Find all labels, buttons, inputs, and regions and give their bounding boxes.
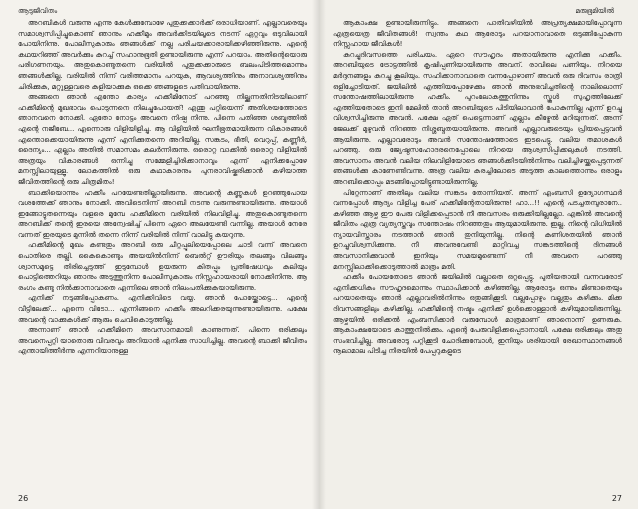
left-page-number: 26: [18, 494, 29, 503]
right-paragraph: ഹക്കീം പോയതോടെ ഞാൻ ജയിലിൽ വല്ലാതെ ഒറ്റപ്പെട്ടു. പുതിയതായി വന്നവരോട് എനിക്കധികം സൗഹൃദമൊന്നും സ്ഥാപിക്കാൻ കഴിഞ്ഞില്ല. ആരോടും ഒന്നും മിണ്ടാതെയും പറയാതെയും ഞാൻ എല്ലാവരിൽനിന്നും ഒതുങ്ങിക്കൂടി. വല്ലപ്പോഴും വല്ലതും കഴിക്കും. മിക്ക ദിവസങ്ങളിലും കഴിക്കില്ല. ഹക്കീമിന്റെ നഷ്ടം എനിക്ക് ഉൾക്കൊള്ളാൻ കഴിയുമായിരുന്നില്ല. ആഴ്ചയിൽ ഒരിക്കൽ എംബസിക്കാർ വരുമ്പോൾ മാത്രമാണ് ഞാനൊന്ന് ഉണരുക. ആകാംക്ഷയോടെ കാത്തുനിൽക്കും. എന്റെ പേരുവിളിക്കപ്പെടാനായി. പക്ഷേ ഒരിക്കലും അതു സംഭവിച്ചില്ല. അവരോടു പറ്റിക്കൂടി ചോദിക്കുമ്പോൾ, ഇനിയും ശരിയായി രേഖാസ്ഥാനങ്ങൾ നൂലാമാല പിടിച്ച നിരയിൽ പേപ്പറുകളുടെ: [333, 272, 622, 356]
right-paragraph: പിറ്റേന്നാണ് അതിലും വലിയ സങ്കടം തോന്നിയത്. അന്ന് എംബസി ഉദ്യോഗസ്ഥർ വന്നപ്പോൾ ആദ്യം വിളിച്ച പേര് ഹക്കീമിന്റേതായിരുന്നു! ഹാ...!! എന്റെ പടച്ചതമ്പുരാനേ.. കഴിഞ്ഞ ആഴ്ച ഈ പേരു വിളിക്കപ്പെടാൻ നീ അവസരം ഒരുക്കിയില്ലല്ലോ. എങ്കിൽ അവന്റെ ജീവിതം എത്ര വ്യത്യസ്തവും സന്തോഷം നിറഞ്ഞതും ആയുമായിരുന്നു. ഇല്ല. നിന്റെ വിധിയിൽ ന്യായവിസ്താരം നടത്താൻ ഞാൻ തുനിയുന്നില്ല. നിന്റെ കണിശതയിൽ ഞാൻ ഉറച്ചുവിശ്വസിക്കുന്നു. നീ അവനുവേണ്ടി മാറ്റിവച്ച സങ്കടത്തിന്റെ ദിനങ്ങൾ അവസാനിക്കുവാൻ ഇനിയും സമയമുണ്ടെന്ന് നീ അവനെ പറഞ്ഞു മനസ്സിലാക്കിക്കൊടുത്താൽ മാത്രം മതി.: [333, 187, 622, 271]
right-paragraph: കുറച്ചുദിവസത്തെ പരിചയം. ഏറെ സൗഹൃദം അതായിരുന്നു എനിക്കു ഹക്കീം. അറബിയുടെ ട്രോട്ടത്തിൽ കൃഷിപ്പണിയായിരുന്നു അവന്. രാവിലെ പണിയും. നിറയെ മർദ്ദനങ്ങളും കുറച്ചു കൂലിയും. സഹിക്കാനാവാതെ വന്നപ്പോഴാണ് അവൻ ഒരു ദിവസം രാത്രി ഒളിച്ചോടിയത്. ജയിലിൽ എത്തിയപ്പോഴേക്കും ഞാൻ അനുഭവിച്ചതിന്റെ നാലിലൊന്ന് സന്തോഷത്തിലായിരുന്നു ഹക്കീം. പുറംലോകത്തുനിന്നും സ്കൂൾ സുഹൃത്തിലേക്ക് എത്തിയതോടെ ഇനി മേലിൽ താൻ അറബിയുടെ പിടിയിലാവാൻ പോകുന്നില്ല എന്ന് ഉറച്ചു വിശ്വസിച്ചിരുന്നു അവൻ. പക്ഷേ ഏത് പെട്ടെന്നാണ് എല്ലാം കീഴ്മേൽ മറിയുന്നത്. അന്ന് ജേലക്ക് മുഴുവൻ നിറഞ്ഞ നിശ്ശബ്ദതയായിരുന്നു. അവൻ എല്ലാവരുടെയും പ്രിയപ്പെട്ടവൻ ആയിരുന്നു. എല്ലാവരോടും അവൻ സന്തോഷത്തോടെ ഇടപെട്ടു. വലിയ തമാശകൾ പറഞ്ഞു. ഒരു ജ്യേഷ്ഠസഹോദരനെപ്പോലെ നിറയെ ആശ്വസിപ്പിക്കലുകൾ നടത്തി. അവസാനം അവൻ വലിയ നിലവിളിയോടെ ഞങ്ങൾക്കിടയിൽനിന്നും വലിച്ചിഴയ്ക്കപ്പെടുന്നത് ഞങ്ങൾക്കു കാണേണ്ടിവന്നു. അത്ര വലിയ കരച്ചിലോടെ അടുത്ത കാലത്തൊന്നും ഒരാളും അറബിക്കൊപ്പം മടങ്ങിപ്പോയിട്ടുണ്ടായിരുന്നില്ല.: [333, 49, 622, 186]
left-running-head: ആടുജീവിതം: [18, 7, 58, 15]
left-paragraph: അന്നാണ് ഞാൻ ഹക്കീമിനെ അവസാനമായി കാണുന്നത്. പിന്നെ ഒരിക്കലും അവനെപ്പറ്റി യാതൊരു വിവരവും അറിയാൻ എനിക്കു സാധിച്ചില്ല. അവന്റെ ബാക്കി ജീവിതം എന്തായിത്തീർന്നു എന്നറിയാനുള്ള: [18, 325, 307, 356]
left-page-text: [18, 18, 307, 357]
left-paragraph: ബാക്കിയൊന്നും ഹക്കീം പറയേണ്ടതില്ലായിരുന്നു. അവന്റെ കണ്ണുകൾ ഉറഞ്ഞുപോയ വശത്തേക്ക് ഞാനും നോക്കി. അവിടെനിന്ന് അറബി നടന്നു വരുന്നുണ്ടായിരുന്നു. അയാൾ ഇങ്ങോട്ടുതന്നെയും വളരെ മുമ്പേ ഹക്കീമിനെ വരിയിൽ നിലവിളിച്ചു. അതുകൊണ്ടുതന്നെ അറബിക്ക് തന്റെ ഇരയെ അന്വേഷിച്ച് പിന്നെ ഏറെ അലയേണ്ടി വന്നില്ല. അയാൾ നേരേ വന്നത് ഇരയുടെ മുന്നിൽ തന്നെ നിന്ന് വരിയിൽ നിന്ന് വാലിട്ടു കയറുന്നു.: [18, 187, 307, 239]
left-paragraph: അങ്ങനെ ഞാൻ എന്തോ കാര്യം ഹക്കീമിനോട് പറഞ്ഞു നില്ക്കുന്നതിനിടയിലാണ് ഹക്കീമിന്റെ മുഖഭാവം പൊടുന്നനെ നിലച്ചുപോയത്! എന്തു പറ്റിയെന്ന് അതിശയത്തോടെ ഞാനവനെ നോക്കി. ഏതോ നോട്ടം അവനെ നിഷ്പ നിന്നു. പിന്നെ പതിഞ്ഞ ശബ്ദത്തിൽ എന്റെ നജീബേ... എന്നൊരു വിളിയിളിച്ചു. ആ വിളിയിൽ ഘനീഭൂതമായിരുന്ന വികാരങ്ങൾ എന്തൊക്കെയായിരുന്നു എന്ന് എനിക്കുതന്നെ അറിയില്ല. സങ്കടം, ഭീതി, വെറുപ്പ്, കണ്ണീർ, ദൈന്യം... എല്ലാം അതിൽ സമാസമം കലർന്നിരുന്നു. ഒരൊറ്റ വാക്കിൽ ഒരൊറ്റ വിളിയിൽ അത്രയും വികാരങ്ങൾ ഒന്നിച്ചു സമ്മേളിച്ചിരിക്കാനാവും എന്ന് എനിക്കപ്പോഴേ മനസ്സിലായുള്ളൂ. ലോകത്തിൽ ഒരു കഥാകാരനും പുനരാവിഷ്കരിക്കാൻ കഴിയാത്ത ജീവിതത്തിന്റെ ഒരു ചിത്രമിതം!: [18, 92, 307, 186]
left-paragraph: എനിക്ക് നടുങ്ങിപ്പോകണം. എനിക്കിവിടെ വയ്യ. ഞാൻ പോയ്ക്കോട്ടെ... എന്റെ വീട്ടിലേക്ക്... എന്നെ വിടോ... എന്നിങ്ങനെ ഹക്കീം അലറിക്കരയുന്നുണ്ടായിരുന്നു. പക്ഷേ അവന്റെ വാക്കുകൾക്ക് ആരും ചെവികൊടുത്തില്ല.: [18, 293, 307, 324]
left-paragraph: ഹക്കീമിന്റെ മുഖം കണ്ടതും അറബി ഒരു ചീറ്റപ്പുലിയെപ്പോലെ ചാടി വന്ന് അവനെ പൊതിരെ തല്ലി. കൈകൊണ്ടും അയയിൽനിന്ന് ബെൽറ്റ് ഊരിയും തലങ്ങും വിലങ്ങും ശ്വാസമുട്ടെ തിരിച്ചെടുത്ത് ഇടുമ്പോൾ ഉയരുന്ന കിതപ്പും പ്രതിഷേധവും കലിയും പൊട്ടിത്തെറിയും ഞാനും അടുത്തുനിന്ന പോലീസുകാരും നിസ്സഹായരായി നോക്കിനിന്നു. ആ രംഗം കണ്ടു നിൽക്കാനാവാതെ എന്നിലെ ഞാൻ നിലംപതിക്കുകയായിരുന്നു.: [18, 240, 307, 292]
right-page-number: 27: [611, 494, 622, 503]
right-paragraph: ആകാംക്ഷ ഉണ്ടായിരുന്നിട്ടും. അങ്ങനെ പാതിവഴിയിൽ അപ്രത്യക്ഷമായിപ്പോവുന്ന എത്രയെത്ര ജീവിതങ്ങൾ! സ്വന്തം കഥ ആരോടും പറയാനാവാതെ ഒടുങ്ങിപ്പോകുന്ന നിസ്സഹായ ജീവികൾ!: [333, 18, 622, 49]
right-page-text: [333, 18, 622, 357]
right-running-head: മരുഭൂമിയിൽ: [575, 7, 614, 15]
book-gutter: [312, 0, 326, 509]
right-page: [319, 0, 638, 509]
left-paragraph: അറബികൾ വരുന്നു എന്നു കേൾക്കുമ്പോഴേ പുതുക്കക്കാർക്ക് ഒരാധിയാണ്. എല്ലാവരെയും സമാശ്വസിപ്പിച്ചുകൊണ്ട് ഞാനും ഹക്കീമും അവർക്കിടയിലൂടെ നടന്ന് ഏറ്റവും ഒടുവിലായി പോയിനിന്നു. പോലീസുകാരും ഞങ്ങൾക്ക് നല്ല പരിചയക്കാരായിക്കഴിഞ്ഞിരുന്നു. എന്റെ കഥയറിഞ്ഞ് അവർക്കും കുറച്ച് സഹാനുഭൂതി ഉണ്ടായിരുന്നു എന്ന് പറയാം. അതിന്റെയൊരു പരിഗണനയും. അതുകൊണ്ടുതന്നെ വരിയിൽ പുതുക്കക്കാരുടെ ബലംപിടിത്തമൊന്നും ഞങ്ങൾക്കില്ല. വരിയിൽ നിന്ന് വരിത്തമാനം പറയുക, ആവശ്യത്തിനും അനാവശ്യത്തിനും ചിരിക്കുക, മറ്റുള്ളവരെ കളിയാക്കുക ഒക്കെ ഞങ്ങളുടെ പതിവായിരുന്നു.: [18, 18, 307, 91]
